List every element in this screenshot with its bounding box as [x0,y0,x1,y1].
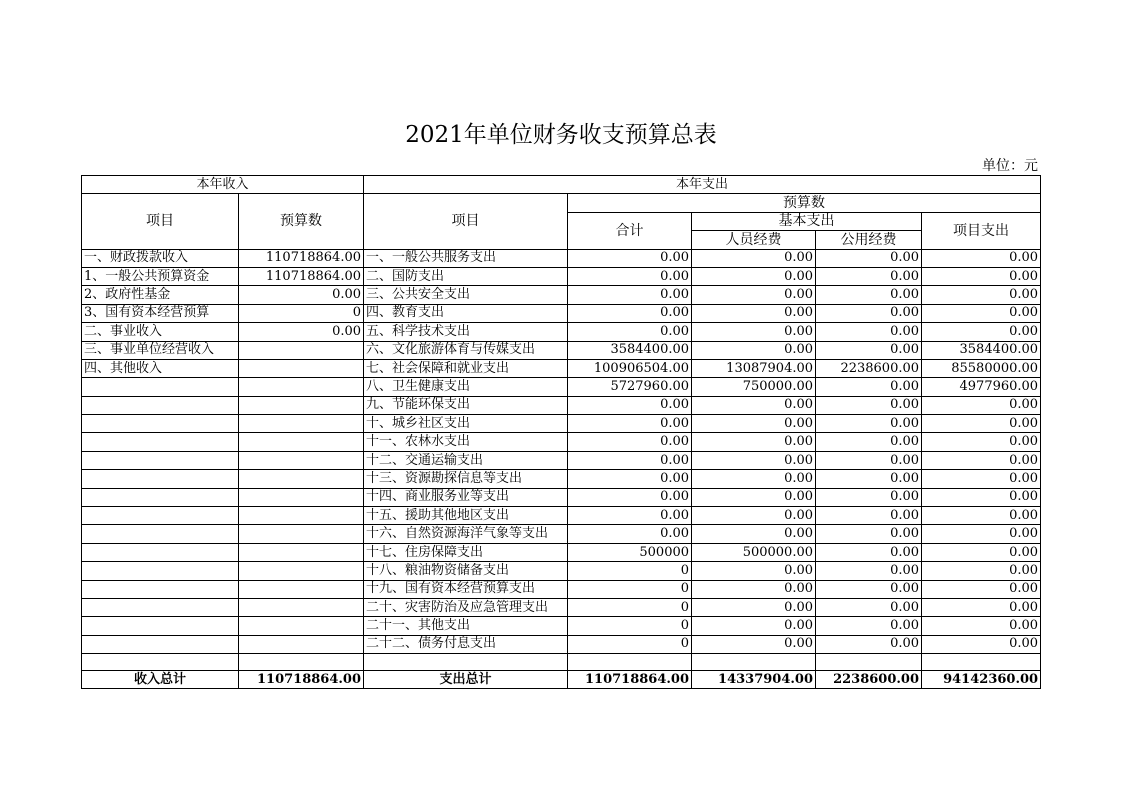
expense-section-header: 本年支出 [364,176,1041,194]
personnel-cell: 0.00 [692,635,816,653]
income-amount-cell [239,396,364,414]
public-cell: 0.00 [816,396,922,414]
personnel-cell: 0.00 [692,451,816,469]
public-cell: 0.00 [816,341,922,359]
table-row [82,617,1041,635]
total-cell: 0.00 [568,286,692,304]
table-row [82,488,1041,506]
income-item-cell [82,617,239,635]
table-row [82,635,1041,653]
total-cell: 0 [568,598,692,616]
personnel-cell: 0.00 [692,580,816,598]
total-cell: 0.00 [568,488,692,506]
income-item-cell [82,562,239,580]
table-row [82,341,1041,359]
public-cell: 0.00 [816,286,922,304]
public-cell: 0.00 [816,562,922,580]
project-cell: 0.00 [922,286,1041,304]
personnel-cell: 0.00 [692,415,816,433]
expense-item-cell: 十四、商业服务业等支出 [364,488,568,506]
personnel-cell: 0.00 [692,507,816,525]
public-cell: 0.00 [816,580,922,598]
income-amount-cell [239,415,364,433]
income-item-cell: 2、政府性基金 [82,286,239,304]
total-cell: 0 [568,562,692,580]
public-cell: 0.00 [816,378,922,396]
income-section-header: 本年收入 [82,176,364,194]
project-cell: 0.00 [922,267,1041,285]
total-cell: 0.00 [568,433,692,451]
total-cell: 0.00 [568,396,692,414]
income-amount-cell: 110718864.00 [239,249,364,267]
income-amount-cell [239,433,364,451]
total-cell: 0.00 [568,451,692,469]
expense-item-cell: 十五、援助其他地区支出 [364,507,568,525]
empty-cell [922,654,1041,671]
total-cell: 0.00 [568,304,692,322]
income-item-cell: 1、一般公共预算资金 [82,267,239,285]
expense-total-label: 支出总计 [364,671,568,689]
expense-item-cell: 五、科学技术支出 [364,323,568,341]
income-item-cell: 二、事业收入 [82,323,239,341]
expense-item-cell: 六、文化旅游体育与传媒支出 [364,341,568,359]
income-item-cell: 四、其他收入 [82,359,239,377]
table-row [82,323,1041,341]
personnel-cell: 0.00 [692,562,816,580]
expense-item-cell: 二十一、其他支出 [364,617,568,635]
income-amount-cell [239,359,364,377]
project-cell: 0.00 [922,249,1041,267]
project-cell: 0.00 [922,562,1041,580]
project-header: 项目支出 [922,212,1041,249]
income-amount-cell [239,543,364,561]
income-item-cell: 一、财政拨款收入 [82,249,239,267]
public-cell: 0.00 [816,488,922,506]
table-row [82,396,1041,414]
expense-item-cell: 九、节能环保支出 [364,396,568,414]
total-cell: 0.00 [568,507,692,525]
public-cell: 0.00 [816,635,922,653]
expense-item-cell: 四、教育支出 [364,304,568,322]
public-cell: 0.00 [816,249,922,267]
public-cell: 0.00 [816,507,922,525]
total-header: 合计 [568,212,692,249]
project-cell: 0.00 [922,433,1041,451]
total-cell: 0.00 [568,525,692,543]
personnel-cell: 0.00 [692,323,816,341]
expense-item-cell: 八、卫生健康支出 [364,378,568,396]
expense-total-amount: 110718864.00 [568,671,692,689]
income-item-cell [82,396,239,414]
income-amount-cell [239,562,364,580]
table-row [82,249,1041,267]
project-cell: 0.00 [922,617,1041,635]
expense-item-cell: 七、社会保障和就业支出 [364,359,568,377]
income-item-cell [82,580,239,598]
table-row [82,267,1041,285]
income-item-cell [82,635,239,653]
table-row [82,580,1041,598]
public-cell: 0.00 [816,433,922,451]
total-cell: 0.00 [568,323,692,341]
public-cell: 0.00 [816,415,922,433]
total-cell: 3584400.00 [568,341,692,359]
income-amount-cell [239,635,364,653]
income-item-cell [82,488,239,506]
budget-table [81,175,1041,689]
income-amount-cell [239,470,364,488]
income-amount-cell [239,598,364,616]
personnel-cell: 750000.00 [692,378,816,396]
project-cell: 0.00 [922,507,1041,525]
totals-row [82,671,1041,689]
income-total-amount: 110718864.00 [239,671,364,689]
personnel-cell: 0.00 [692,617,816,635]
project-cell: 0.00 [922,323,1041,341]
personnel-cell: 500000.00 [692,543,816,561]
income-item-cell [82,451,239,469]
public-cell: 2238600.00 [816,359,922,377]
total-cell: 500000 [568,543,692,561]
expense-item-cell: 十七、住房保障支出 [364,543,568,561]
income-item-cell [82,378,239,396]
personnel-cell: 0.00 [692,598,816,616]
public-cell: 0.00 [816,267,922,285]
income-item-cell: 3、国有资本经营预算 [82,304,239,322]
personnel-cell: 0.00 [692,267,816,285]
income-item-cell [82,525,239,543]
public-cell: 0.00 [816,543,922,561]
table-row [82,415,1041,433]
empty-cell [239,654,364,671]
income-item-cell [82,433,239,451]
personnel-header: 人员经费 [692,231,816,249]
project-cell: 0.00 [922,396,1041,414]
personnel-cell: 0.00 [692,470,816,488]
project-cell: 0.00 [922,580,1041,598]
expense-item-cell: 十、城乡社区支出 [364,415,568,433]
income-amount-cell [239,378,364,396]
expense-item-cell: 十六、自然资源海洋气象等支出 [364,525,568,543]
table-row [82,525,1041,543]
empty-cell [816,654,922,671]
public-cell: 0.00 [816,451,922,469]
income-amount-cell: 110718864.00 [239,267,364,285]
public-total-amount: 2238600.00 [816,671,922,689]
total-cell: 0.00 [568,415,692,433]
personnel-cell: 13087904.00 [692,359,816,377]
project-cell: 0.00 [922,470,1041,488]
income-amount-cell [239,451,364,469]
total-cell: 0 [568,617,692,635]
income-amount-cell: 0.00 [239,286,364,304]
income-amount-cell: 0.00 [239,323,364,341]
income-item-cell [82,470,239,488]
expense-item-cell: 二、国防支出 [364,267,568,285]
expense-item-cell: 一、一般公共服务支出 [364,249,568,267]
total-cell: 5727960.00 [568,378,692,396]
table-row [82,562,1041,580]
basic-header: 基本支出 [692,212,922,230]
income-item-header: 项目 [82,194,239,249]
income-total-label: 收入总计 [82,671,239,689]
expense-item-cell: 十八、粮油物资储备支出 [364,562,568,580]
income-amount-cell [239,341,364,359]
public-cell: 0.00 [816,617,922,635]
public-cell: 0.00 [816,304,922,322]
public-cell: 0.00 [816,525,922,543]
income-item-cell [82,598,239,616]
public-header: 公用经费 [816,231,922,249]
personnel-cell: 0.00 [692,249,816,267]
total-cell: 0.00 [568,249,692,267]
income-amount-cell [239,507,364,525]
total-cell: 0 [568,580,692,598]
income-item-cell [82,507,239,525]
public-cell: 0.00 [816,470,922,488]
project-cell: 0.00 [922,525,1041,543]
expense-item-cell: 十九、国有资本经营预算支出 [364,580,568,598]
personnel-cell: 0.00 [692,304,816,322]
unit-label: 单位：元 [982,158,1038,174]
income-amount-header: 预算数 [239,194,364,249]
empty-cell [692,654,816,671]
total-cell: 0.00 [568,470,692,488]
total-cell: 0 [568,635,692,653]
expense-item-cell: 十三、资源勘探信息等支出 [364,470,568,488]
expense-item-cell: 二十、灾害防治及应急管理支出 [364,598,568,616]
table-row [82,598,1041,616]
personnel-cell: 0.00 [692,488,816,506]
project-cell: 0.00 [922,635,1041,653]
table-row [82,433,1041,451]
project-total-amount: 94142360.00 [922,671,1041,689]
project-cell: 3584400.00 [922,341,1041,359]
personnel-total-amount: 14337904.00 [692,671,816,689]
page-title: 2021年单位财务收支预算总表 [405,122,717,148]
income-item-cell [82,415,239,433]
project-cell: 0.00 [922,415,1041,433]
income-item-cell: 三、事业单位经营收入 [82,341,239,359]
income-amount-cell [239,580,364,598]
project-cell: 4977960.00 [922,378,1041,396]
budget-group-header: 预算数 [568,194,1041,212]
public-cell: 0.00 [816,323,922,341]
project-cell: 0.00 [922,488,1041,506]
income-amount-cell [239,488,364,506]
personnel-cell: 0.00 [692,286,816,304]
table-row [82,451,1041,469]
expense-item-cell: 十二、交通运输支出 [364,451,568,469]
expense-item-header: 项目 [364,194,568,249]
project-cell: 0.00 [922,543,1041,561]
empty-cell [364,654,568,671]
project-cell: 0.00 [922,304,1041,322]
expense-item-cell: 二十二、债务付息支出 [364,635,568,653]
income-item-cell [82,543,239,561]
public-cell: 0.00 [816,598,922,616]
project-cell: 0.00 [922,598,1041,616]
total-cell: 0.00 [568,267,692,285]
personnel-cell: 0.00 [692,341,816,359]
expense-item-cell: 十一、农林水支出 [364,433,568,451]
table-row [82,304,1041,322]
personnel-cell: 0.00 [692,396,816,414]
table-row [82,543,1041,561]
empty-cell [82,654,239,671]
expense-item-cell: 三、公共安全支出 [364,286,568,304]
empty-cell [568,654,692,671]
personnel-cell: 0.00 [692,433,816,451]
spacer-row [82,654,1041,671]
personnel-cell: 0.00 [692,525,816,543]
income-amount-cell: 0 [239,304,364,322]
income-amount-cell [239,617,364,635]
income-amount-cell [239,525,364,543]
table-row [82,378,1041,396]
table-row [82,359,1041,377]
project-cell: 85580000.00 [922,359,1041,377]
table-row [82,507,1041,525]
project-cell: 0.00 [922,451,1041,469]
table-row [82,470,1041,488]
table-row [82,286,1041,304]
total-cell: 100906504.00 [568,359,692,377]
